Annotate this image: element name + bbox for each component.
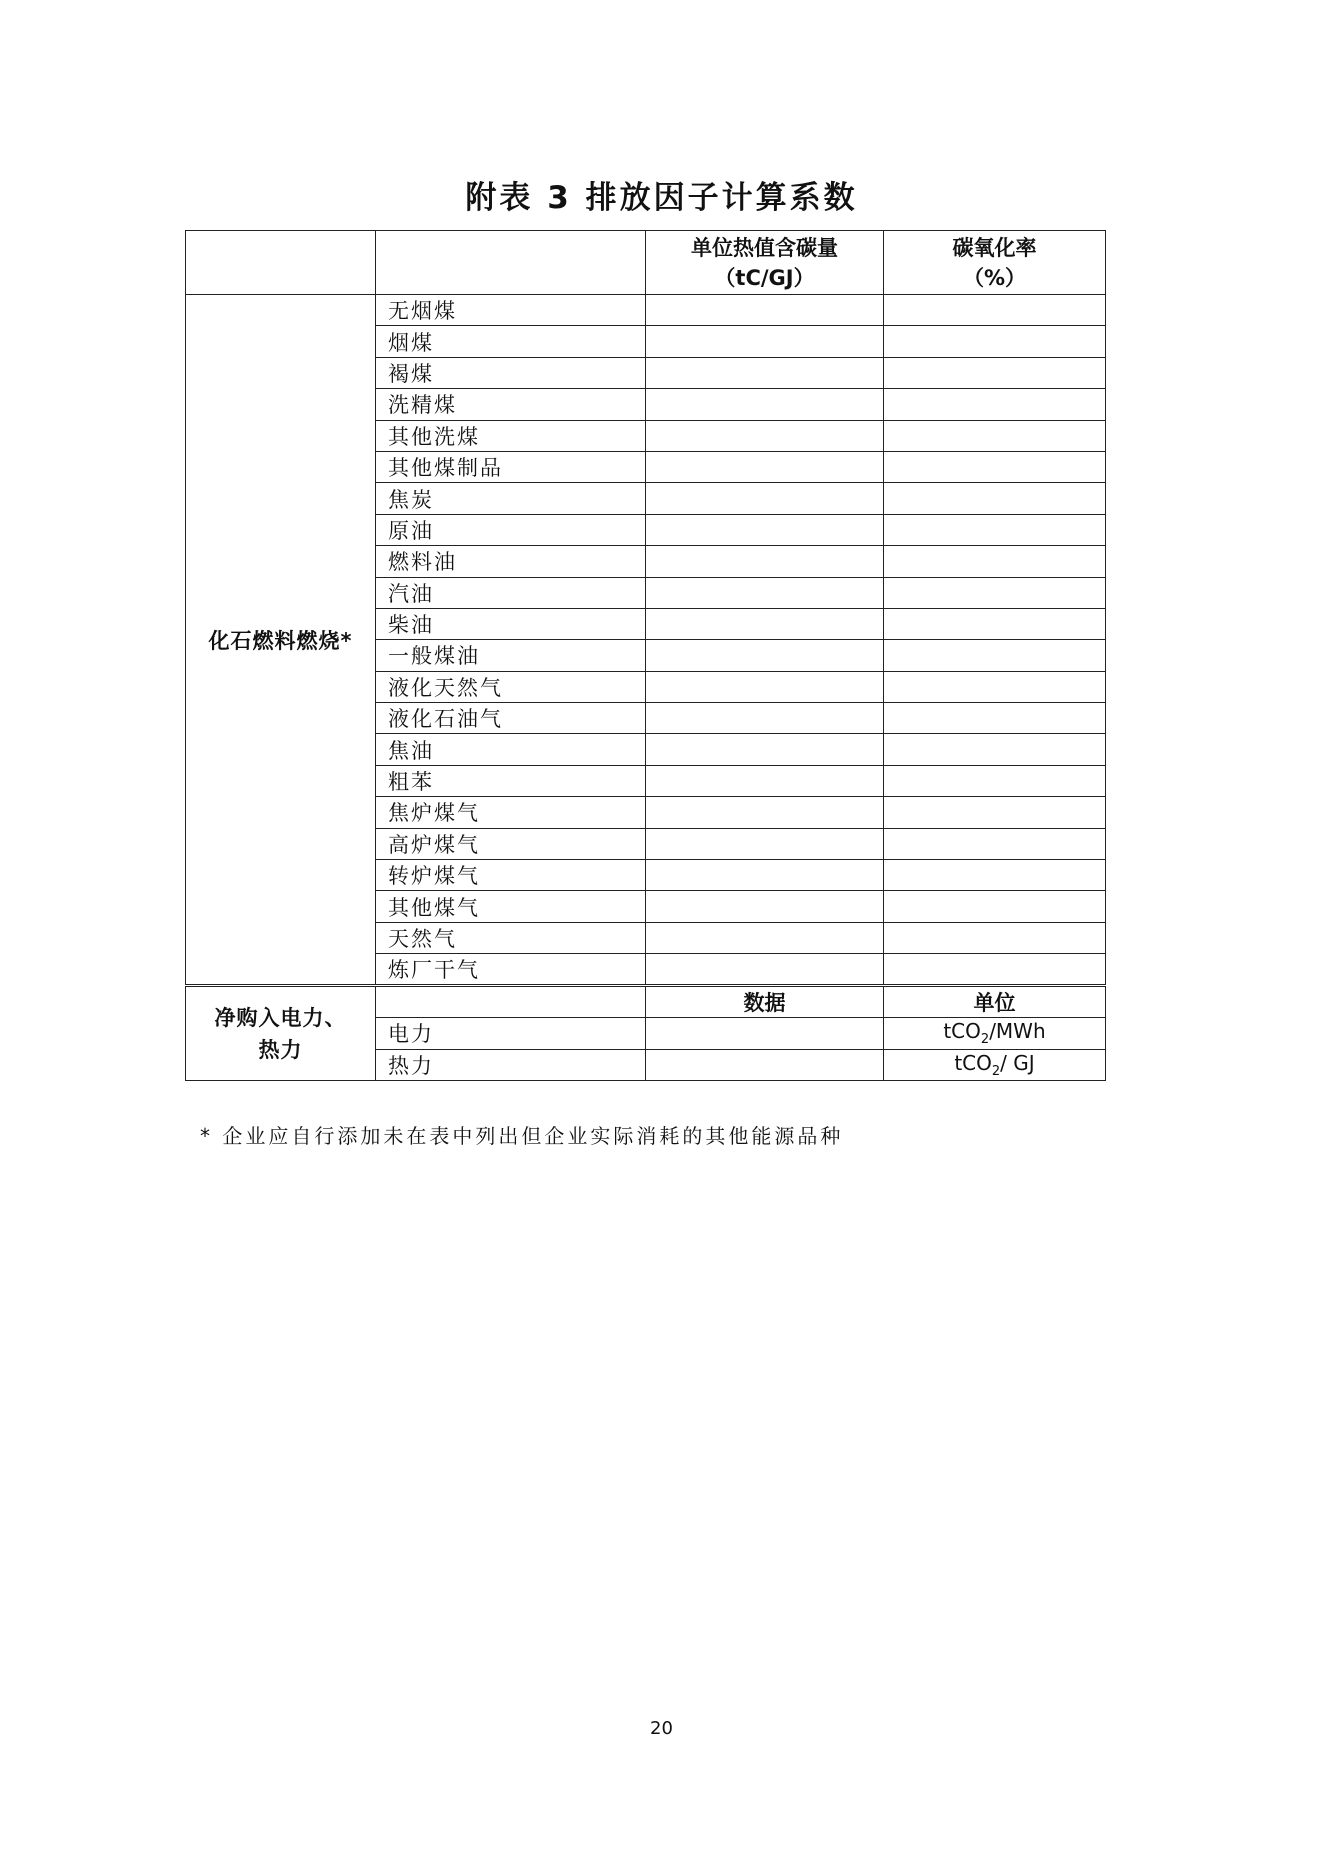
fuel-name: 炼厂干气 bbox=[376, 954, 646, 986]
energy-name: 电力 bbox=[376, 1018, 646, 1049]
oxidation-rate-cell[interactable] bbox=[884, 483, 1106, 514]
oxidation-rate-cell[interactable] bbox=[884, 514, 1106, 545]
oxidation-rate-cell[interactable] bbox=[884, 295, 1106, 326]
carbon-content-cell[interactable] bbox=[646, 765, 884, 796]
oxidation-rate-cell[interactable] bbox=[884, 389, 1106, 420]
data-cell[interactable] bbox=[646, 1049, 884, 1080]
carbon-content-cell[interactable] bbox=[646, 922, 884, 953]
header-oxidation-rate-unit: （%） bbox=[962, 265, 1027, 290]
emission-factor-table bbox=[185, 230, 1106, 1081]
page-number: 20 bbox=[650, 1718, 673, 1739]
power-subheader-empty bbox=[376, 986, 646, 1018]
carbon-content-cell[interactable] bbox=[646, 734, 884, 765]
header-oxidation-rate-label: 碳氧化率 bbox=[952, 235, 1037, 260]
carbon-content-cell[interactable] bbox=[646, 860, 884, 891]
carbon-content-cell[interactable] bbox=[646, 420, 884, 451]
fuel-name: 洗精煤 bbox=[376, 389, 646, 420]
fuel-name: 烟煤 bbox=[376, 326, 646, 357]
oxidation-rate-cell[interactable] bbox=[884, 671, 1106, 702]
oxidation-rate-cell[interactable] bbox=[884, 357, 1106, 388]
header-carbon-content-label: 单位热值含碳量 bbox=[691, 235, 838, 260]
footnote: * 企业应自行添加未在表中列出但企业实际消耗的其他能源品种 bbox=[200, 1124, 844, 1148]
oxidation-rate-cell[interactable] bbox=[884, 765, 1106, 796]
carbon-content-cell[interactable] bbox=[646, 577, 884, 608]
unit-header: 单位 bbox=[884, 986, 1106, 1018]
fuel-name: 其他煤制品 bbox=[376, 451, 646, 482]
carbon-content-cell[interactable] bbox=[646, 326, 884, 357]
carbon-content-cell[interactable] bbox=[646, 546, 884, 577]
fossil-category-cell: 化石燃料燃烧* bbox=[186, 295, 376, 986]
table-header-row bbox=[186, 231, 1106, 295]
fuel-name: 液化石油气 bbox=[376, 703, 646, 734]
unit-text: tCO bbox=[943, 1019, 981, 1044]
fuel-name: 焦油 bbox=[376, 734, 646, 765]
oxidation-rate-cell[interactable] bbox=[884, 860, 1106, 891]
unit-cell bbox=[884, 1018, 1106, 1049]
fuel-name: 其他煤气 bbox=[376, 891, 646, 922]
unit-subscript: 2 bbox=[991, 1063, 1001, 1079]
fuel-name: 原油 bbox=[376, 514, 646, 545]
carbon-content-cell[interactable] bbox=[646, 891, 884, 922]
fuel-name: 焦炉煤气 bbox=[376, 797, 646, 828]
oxidation-rate-cell[interactable] bbox=[884, 922, 1106, 953]
oxidation-rate-cell[interactable] bbox=[884, 640, 1106, 671]
fuel-name: 汽油 bbox=[376, 577, 646, 608]
oxidation-rate-cell[interactable] bbox=[884, 797, 1106, 828]
oxidation-rate-cell[interactable] bbox=[884, 891, 1106, 922]
power-category-line2: 热力 bbox=[258, 1037, 303, 1062]
carbon-content-cell[interactable] bbox=[646, 828, 884, 859]
carbon-content-cell[interactable] bbox=[646, 451, 884, 482]
fuel-name: 燃料油 bbox=[376, 546, 646, 577]
header-oxidation-rate bbox=[884, 231, 1106, 295]
carbon-content-cell[interactable] bbox=[646, 357, 884, 388]
power-category-line1: 净购入电力、 bbox=[214, 1005, 347, 1030]
header-carbon-content-unit: （tC/GJ） bbox=[714, 265, 815, 290]
fuel-name: 焦炭 bbox=[376, 483, 646, 514]
fuel-name: 粗苯 bbox=[376, 765, 646, 796]
fuel-name: 一般煤油 bbox=[376, 640, 646, 671]
fuel-name: 天然气 bbox=[376, 922, 646, 953]
oxidation-rate-cell[interactable] bbox=[884, 734, 1106, 765]
fuel-name: 其他洗煤 bbox=[376, 420, 646, 451]
fuel-name: 柴油 bbox=[376, 608, 646, 639]
fuel-name: 转炉煤气 bbox=[376, 860, 646, 891]
unit-text: /MWh bbox=[989, 1019, 1046, 1044]
carbon-content-cell[interactable] bbox=[646, 608, 884, 639]
oxidation-rate-cell[interactable] bbox=[884, 954, 1106, 986]
oxidation-rate-cell[interactable] bbox=[884, 703, 1106, 734]
oxidation-rate-cell[interactable] bbox=[884, 577, 1106, 608]
oxidation-rate-cell[interactable] bbox=[884, 420, 1106, 451]
carbon-content-cell[interactable] bbox=[646, 640, 884, 671]
power-subheader-row bbox=[186, 986, 1106, 1018]
header-carbon-content bbox=[646, 231, 884, 295]
table-row bbox=[186, 295, 1106, 326]
oxidation-rate-cell[interactable] bbox=[884, 828, 1106, 859]
unit-subscript: 2 bbox=[980, 1032, 990, 1048]
carbon-content-cell[interactable] bbox=[646, 671, 884, 702]
unit-text: tCO bbox=[954, 1050, 992, 1075]
carbon-content-cell[interactable] bbox=[646, 797, 884, 828]
page-title: 附表 3 排放因子计算系数 bbox=[465, 180, 858, 216]
carbon-content-cell[interactable] bbox=[646, 295, 884, 326]
unit-cell bbox=[884, 1049, 1106, 1080]
unit-text: / GJ bbox=[1000, 1050, 1035, 1075]
header-empty-cell bbox=[186, 231, 376, 295]
carbon-content-cell[interactable] bbox=[646, 954, 884, 986]
power-category-cell bbox=[186, 986, 376, 1081]
carbon-content-cell[interactable] bbox=[646, 389, 884, 420]
energy-name: 热力 bbox=[376, 1049, 646, 1080]
oxidation-rate-cell[interactable] bbox=[884, 608, 1106, 639]
data-cell[interactable] bbox=[646, 1018, 884, 1049]
carbon-content-cell[interactable] bbox=[646, 483, 884, 514]
fuel-name: 高炉煤气 bbox=[376, 828, 646, 859]
carbon-content-cell[interactable] bbox=[646, 703, 884, 734]
fuel-name: 液化天然气 bbox=[376, 671, 646, 702]
fuel-name: 无烟煤 bbox=[376, 295, 646, 326]
fuel-name: 褐煤 bbox=[376, 357, 646, 388]
carbon-content-cell[interactable] bbox=[646, 514, 884, 545]
data-header: 数据 bbox=[646, 986, 884, 1018]
oxidation-rate-cell[interactable] bbox=[884, 451, 1106, 482]
header-empty-cell bbox=[376, 231, 646, 295]
oxidation-rate-cell[interactable] bbox=[884, 326, 1106, 357]
oxidation-rate-cell[interactable] bbox=[884, 546, 1106, 577]
